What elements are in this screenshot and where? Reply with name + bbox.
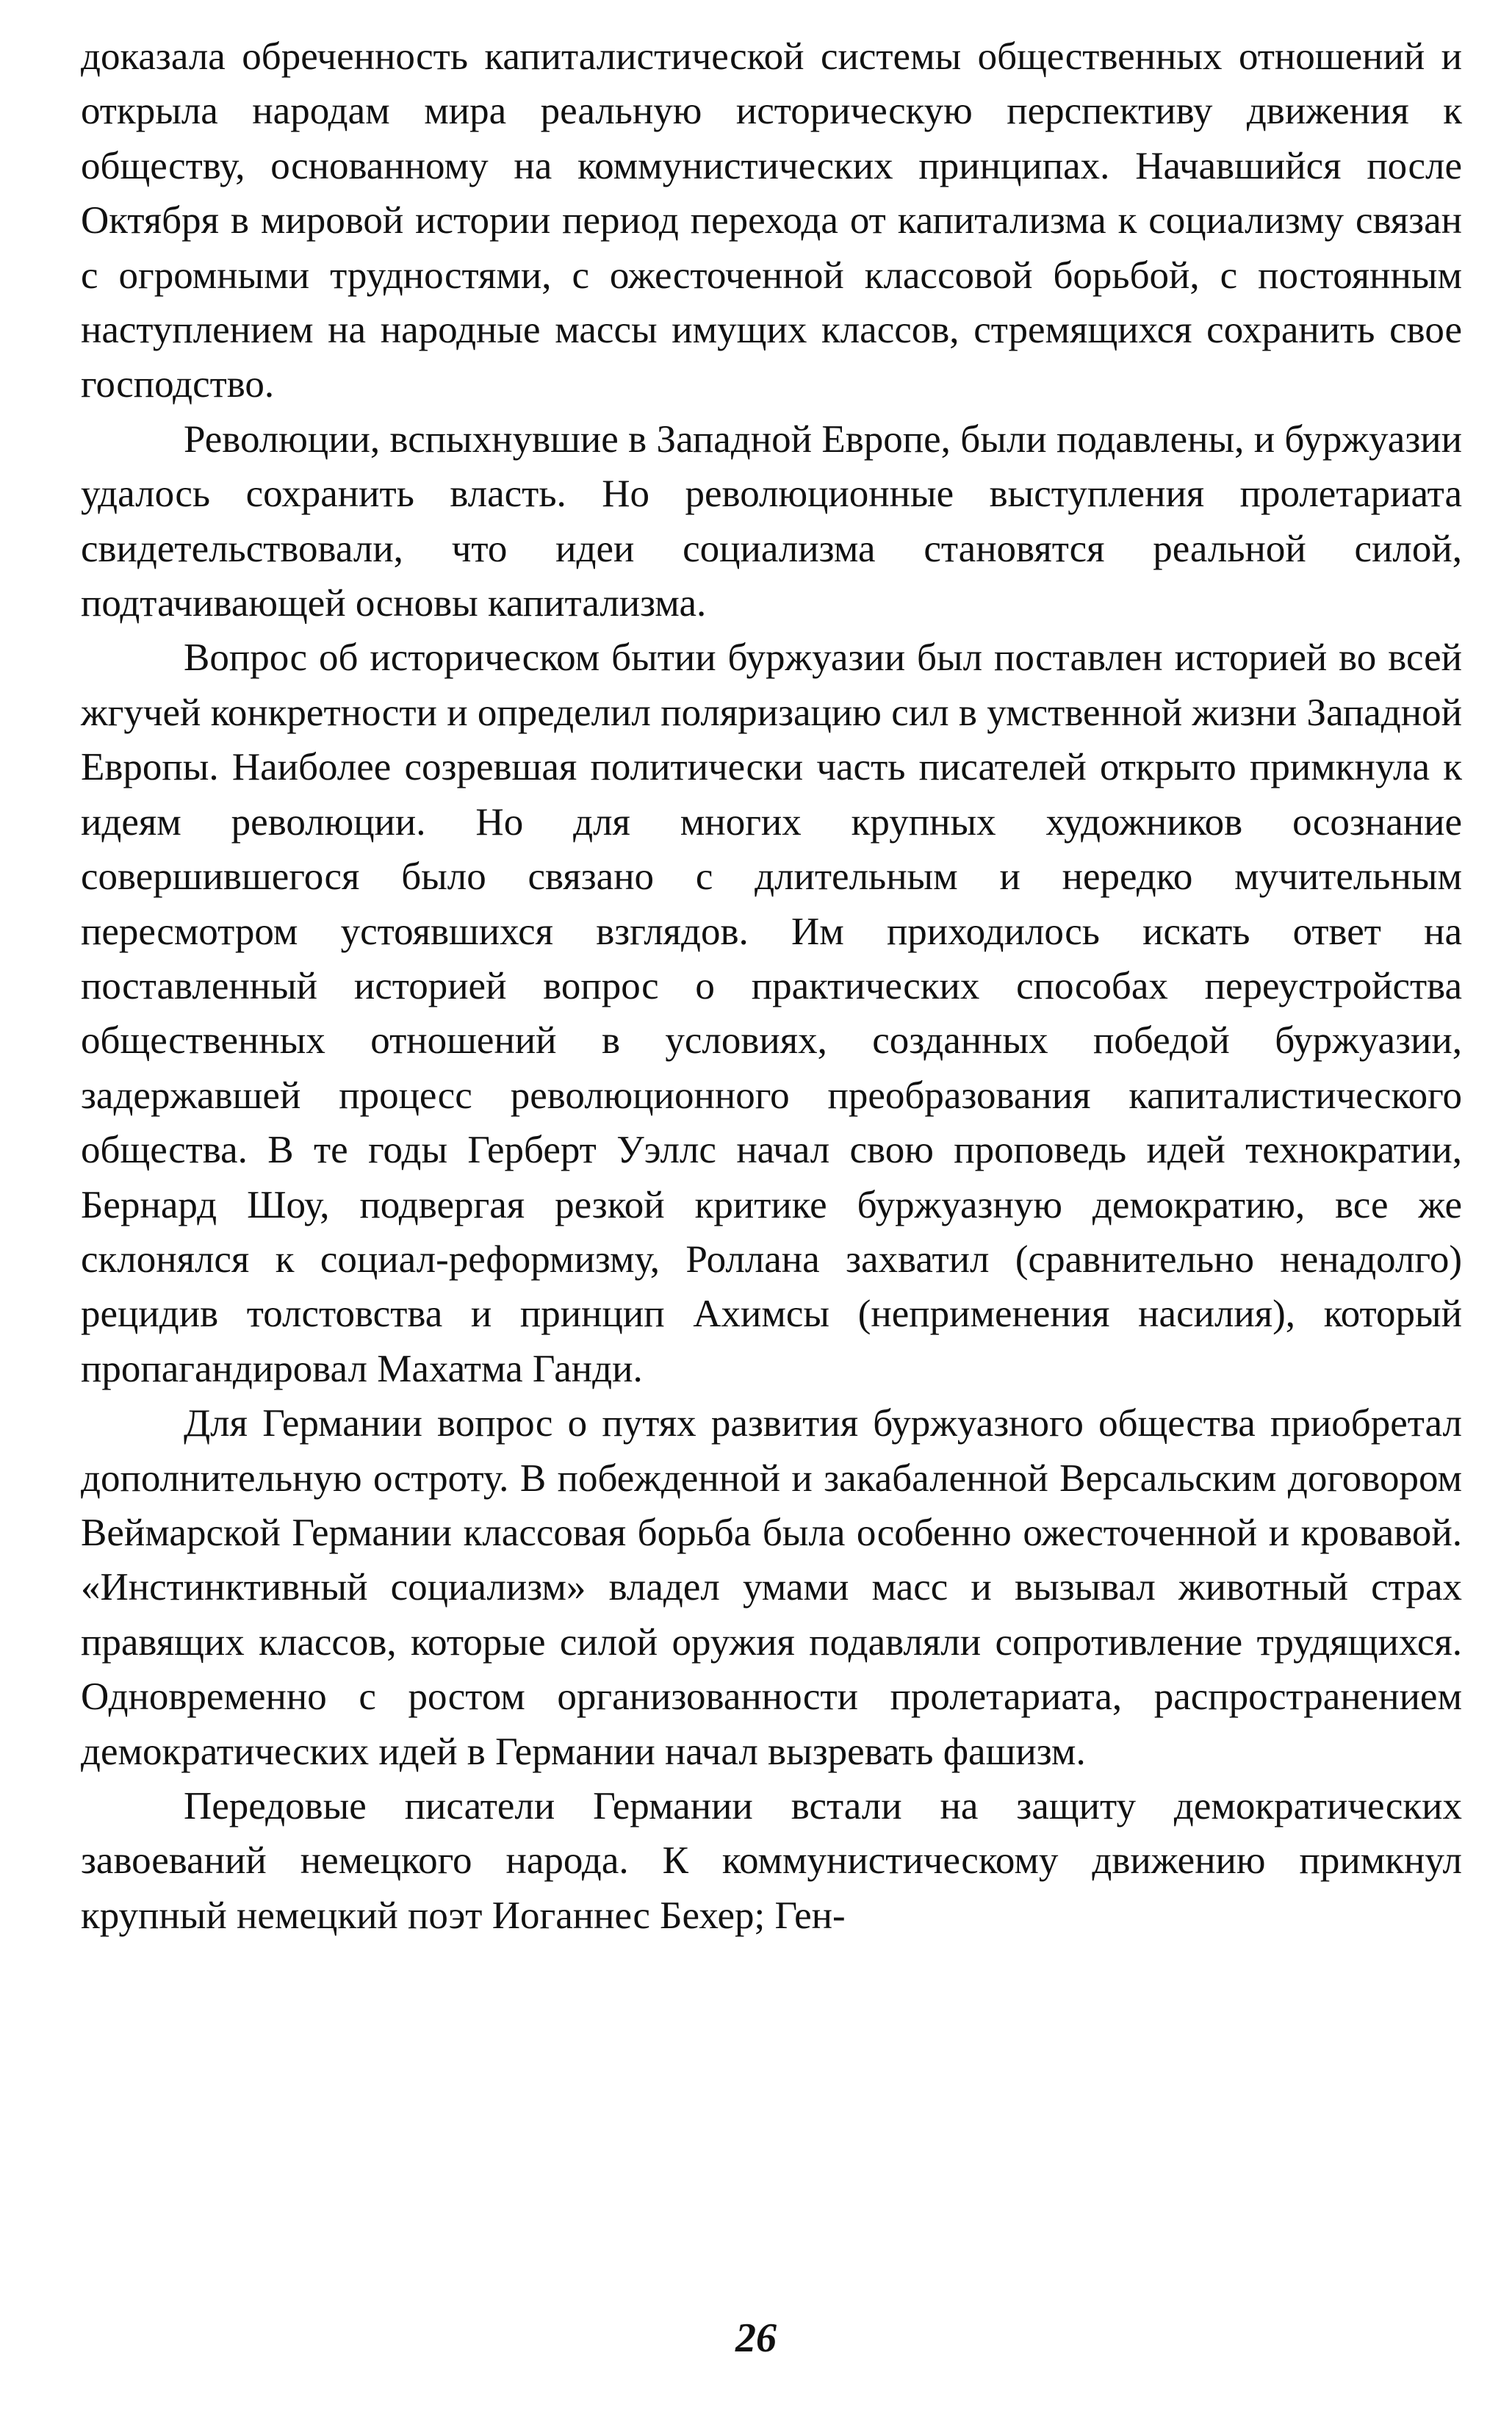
paragraph-2: Революции, вспыхнувшие в Западной Европе, были подавлены, и буржуазии удалось сохранить власть. Но революционные выступления пролетариата свидетельствовали, что идеи социализма становятся реальной силой, подтачивающей основы капитализма. <box>81 417 1462 625</box>
paragraph-4: Для Германии вопрос о путях развития буржуазного общества приобретал дополнительную остроту. В побежденной и закабаленной Версальским договором Веймарской Германии классовая борьба была особенно ожесточенной и кровавой. «Инстинктивный социализм» владел умами масс и вызывал животный страх правящих классов, которые силой оружия подавляли сопротивление трудящихся. Одновременно с ростом организованности пролетариата, распространением демократических идей в Германии начал вызревать фашизм. <box>81 1402 1462 1773</box>
page-number: 26 <box>735 2315 777 2361</box>
paragraph-5: Передовые писатели Германии встали на защиту демократических завоеваний немецкого народа. К коммунистическому движению примкнул крупный немецкий поэт Иоганнес Бехер; Ген- <box>81 1785 1462 1937</box>
paragraph-3: Вопрос об историческом бытии буржуазии был поставлен историей во всей жгучей конкретности и определил поляризацию сил в умственной жизни Западной Европы. Наиболее созревшая политически часть писателей открыто примкнула к идеям революции. Но для многих крупных художников осознание совершившегося было связано с длительным и нередко мучительным пересмотром устоявшихся взглядов. Им приходилось искать ответ на поставленный историей вопрос о практических способах переустройства общественных отношений в условиях, созданных победой буржуазии, задержавшей процесс революционного преобразования капиталистического общества. В те годы Герберт Уэллс начал свою проповедь идей технократии, Бернард Шоу, подвергая резкой критике буржуазную демократию, все же склонялся к социал-реформизму, Роллана захватил (сравнительно ненадолго) рецидив толстовства и принцип Ахимсы (неприменения насилия), который пропагандировал Махатма Ганди. <box>81 636 1462 1390</box>
paragraph-1: доказала обреченность капиталистической системы общественных отношений и открыла народам мира реальную историческую перспективу движения к обществу, основанному на коммунистических принципах. Начавшийся после Октября в мировой истории период перехода от капитализма к социализму связан с огромными трудностями, с ожесточенной классовой борьбой, с постоянным наступлением на народные массы имущих классов, стремящихся сохранить свое господство. <box>81 35 1462 406</box>
page-body <box>81 29 1462 2410</box>
